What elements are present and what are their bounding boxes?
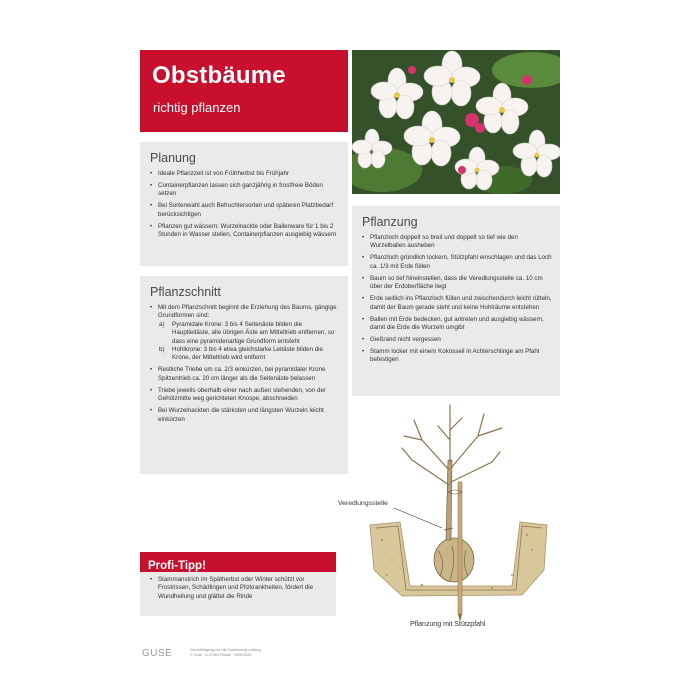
pflanzung-heading: Pflanzung [362, 215, 418, 229]
list-item: • Ideale Pflanzzeit ist von Frühherbst bis Frühjahr [150, 170, 340, 178]
pflanzung-list [362, 234, 552, 365]
profi-tipp-box [140, 572, 336, 616]
list-item: • Ballen mit Erde bedecken, gut antreten und ausgiebig wässern, damit die Erde die Wurzeln umgibt [362, 316, 552, 333]
planung-box [140, 142, 348, 266]
sub-item-key: a) [159, 320, 165, 328]
list-item: • Containerpflanzen lassen sich ganzjährig in frostfreie Böden setzen [150, 182, 340, 199]
list-item: • Stamm locker mit einem Kokosseil in Achterschlinge am Pfahl befestigen [362, 348, 552, 365]
pflanzschnitt-list [150, 304, 340, 424]
profi-tipp-heading: Profi-Tipp! [148, 560, 206, 572]
profi-tipp-list [150, 576, 328, 601]
footer-text [190, 648, 261, 657]
profi-tipp-header [140, 552, 336, 572]
page-title: Obstbäume [152, 62, 286, 89]
list-item: • Pflanzen gut wässern: Wurzelnackte oder Ballenware für 1 bis 2 Stunden in Wasser stellen, Containerpflanzen ausgiebig wässern [150, 223, 340, 240]
apple-blossom-photo [352, 50, 560, 194]
pflanzschnitt-heading: Pflanzschnitt [150, 285, 221, 299]
list-item: • Triebe jeweils oberhalb einer nach außen stehenden, von der Gehölzmitte weg gerichteten Knospe, abschneiden [150, 387, 340, 404]
sub-item-text: Hohlkrone: 3 bis 4 etwa gleichstarke Leitäste bilden die Krone, der Mitteltrieb wird entfernt [172, 346, 323, 362]
intro-text: Mit dem Pflanzschnitt beginnt die Erziehung des Baums, gängige Grundformen sind: [158, 304, 337, 320]
planting-illustration [352, 400, 560, 630]
list-item: • Restliche Triebe um ca. 2/3 einkürzen, bei pyramidaler Krone Spitzentrieb ca. 20 cm länger als die Seitenäste belassen [150, 366, 340, 383]
title-banner [140, 50, 348, 132]
page-subtitle: richtig pflanzen [153, 100, 241, 115]
sub-item-b [158, 346, 340, 363]
list-item [150, 304, 340, 363]
footer-line: Vervielfältigung nur mit Zustimmung zulässig [190, 648, 262, 652]
planung-list [150, 170, 340, 240]
guse-logo: GUSE [142, 648, 173, 659]
list-item: • Erde seitlich ins Pflanzloch füllen und zwischendurch leicht rütteln, damit der Baum gerade steht und keine Hohlräume entstehen [362, 295, 552, 312]
footer-line: © Guse · D-27404 Rhade · 1908-0053 [190, 652, 252, 657]
list-item: • Bei Sortenwahl auch Befruchtersorten und späteren Platzbedarf berücksichtigen [150, 202, 340, 219]
illustration-caption: Pflanzung mit Stützpfahl [410, 621, 486, 628]
planung-heading: Planung [150, 151, 196, 165]
list-item: • Pflanzloch doppelt so breit und doppelt so tief wie den Wurzelballen ausheben [362, 234, 552, 251]
pflanzung-box [352, 206, 560, 396]
list-item: • Stammanstrich im Spätherbst oder Winter schützt vor Frostrissen, Schädlingen und Pilzkrankheiten, fördert die Wundheilung und glättet die Rinde [150, 576, 328, 601]
graft-point-label: Veredlungsstelle [338, 500, 388, 507]
list-item: • Pflanzloch gründlich lockern, Stützpfahl einschlagen und das Loch ca. 1/3 mit Erde füllen [362, 254, 552, 271]
pflanzschnitt-box [140, 276, 348, 474]
sub-item-text: Pyramidale Krone: 3 bis 4 Seitenäste bilden die Hauptleitäste, alle übrigen Äste am Mitteltrieb entfernen, so dass eine pyramidenartige Grundform entsteht [172, 320, 335, 345]
sub-item-key: b) [159, 346, 165, 354]
list-item: • Baum so tief hineinstellen, dass die Veredlungsstelle ca. 10 cm über der Erdoberfläche liegt [362, 275, 552, 292]
list-item: • Bei Wurzelnackten die stärksten und längsten Wurzeln leicht einkürzen [150, 407, 340, 424]
list-item: • Gießrand nicht vergessen [362, 336, 552, 344]
sub-item-a [158, 321, 340, 346]
